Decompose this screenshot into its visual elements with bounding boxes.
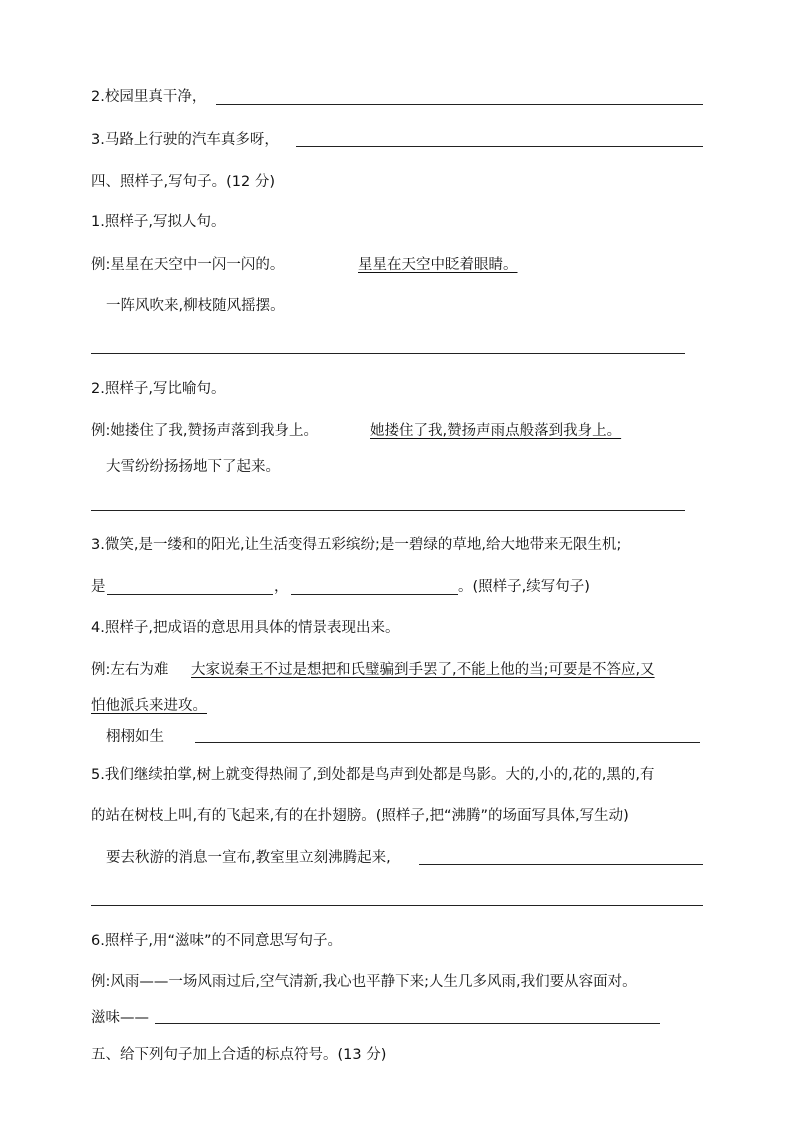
s3-comma: ， xyxy=(274,579,289,595)
s6-prompt: 滋味—— xyxy=(91,1010,149,1026)
s4-answer-line[interactable] xyxy=(195,742,700,743)
s5-answer-line-1[interactable] xyxy=(419,864,703,865)
q3-text: 3.马路上行驶的汽车真多呀， xyxy=(91,132,279,148)
q2-answer-line[interactable] xyxy=(216,104,703,105)
s5-answer-line-2[interactable] xyxy=(91,905,703,906)
section4-title: 四、照样子,写句子。(12 分) xyxy=(91,174,275,190)
s1-example-answer: 星星在天空中眨着眼睛。 xyxy=(358,257,518,273)
s2-example-answer: 她搂住了我,赞扬声雨点般落到我身上。 xyxy=(370,423,622,439)
s6-title: 6.照样子,用“滋味”的不同意思写句子。 xyxy=(91,933,342,949)
s1-example-label: 例:星星在天空中一闪一闪的。 xyxy=(91,257,285,273)
q2-text: 2.校园里真干净， xyxy=(91,89,207,105)
s4-prompt: 栩栩如生 xyxy=(106,729,164,745)
s3-prefix: 是 xyxy=(91,579,106,595)
s4-title: 4.照样子,把成语的意思用具体的情景表现出来。 xyxy=(91,620,400,636)
s2-prompt: 大雪纷纷扬扬地下了起来。 xyxy=(106,459,280,475)
s5-line-1: 5.我们继续拍掌,树上就变得热闹了,到处都是鸟声到处都是鸟影。大的,小的,花的,黑的,有 xyxy=(91,767,655,783)
s3-text: 3.微笑,是一缕和的阳光,让生活变得五彩缤纷;是一碧绿的草地,给大地带来无限生机; xyxy=(91,537,622,553)
s3-blank-2[interactable] xyxy=(291,594,458,595)
s5-prompt: 要去秋游的消息一宣布,教室里立刻沸腾起来, xyxy=(106,850,391,866)
section5-title: 五、给下列句子加上合适的标点符号。(13 分) xyxy=(91,1047,387,1063)
s6-answer-line[interactable] xyxy=(155,1023,660,1024)
s1-title: 1.照样子,写拟人句。 xyxy=(91,214,226,230)
s2-answer-line[interactable] xyxy=(91,510,685,511)
s1-prompt: 一阵风吹来,柳枝随风摇摆。 xyxy=(106,298,285,314)
s4-example-answer-1: 大家说秦王不过是想把和氏璧骗到手罢了,不能上他的当;可要是不答应,又 xyxy=(191,662,655,678)
q3-answer-line[interactable] xyxy=(296,146,703,147)
s3-suffix: 。(照样子,续写句子) xyxy=(458,579,590,595)
s3-blank-1[interactable] xyxy=(107,594,273,595)
s2-title: 2.照样子,写比喻句。 xyxy=(91,381,226,397)
s2-example-label: 例:她搂住了我,赞扬声落到我身上。 xyxy=(91,423,318,439)
s6-example: 例:风雨——一场风雨过后,空气清新,我心也平静下来;人生几多风雨,我们要从容面对。 xyxy=(91,974,637,990)
s1-answer-line[interactable] xyxy=(91,353,685,354)
s4-example-answer-2: 怕他派兵来进攻。 xyxy=(91,698,207,714)
s4-example-label: 例:左右为难 xyxy=(91,662,169,678)
s5-line-2: 的站在树枝上叫,有的飞起来,有的在扑翅膀。(照样子,把“沸腾”的场面写具体,写生动) xyxy=(91,808,629,824)
